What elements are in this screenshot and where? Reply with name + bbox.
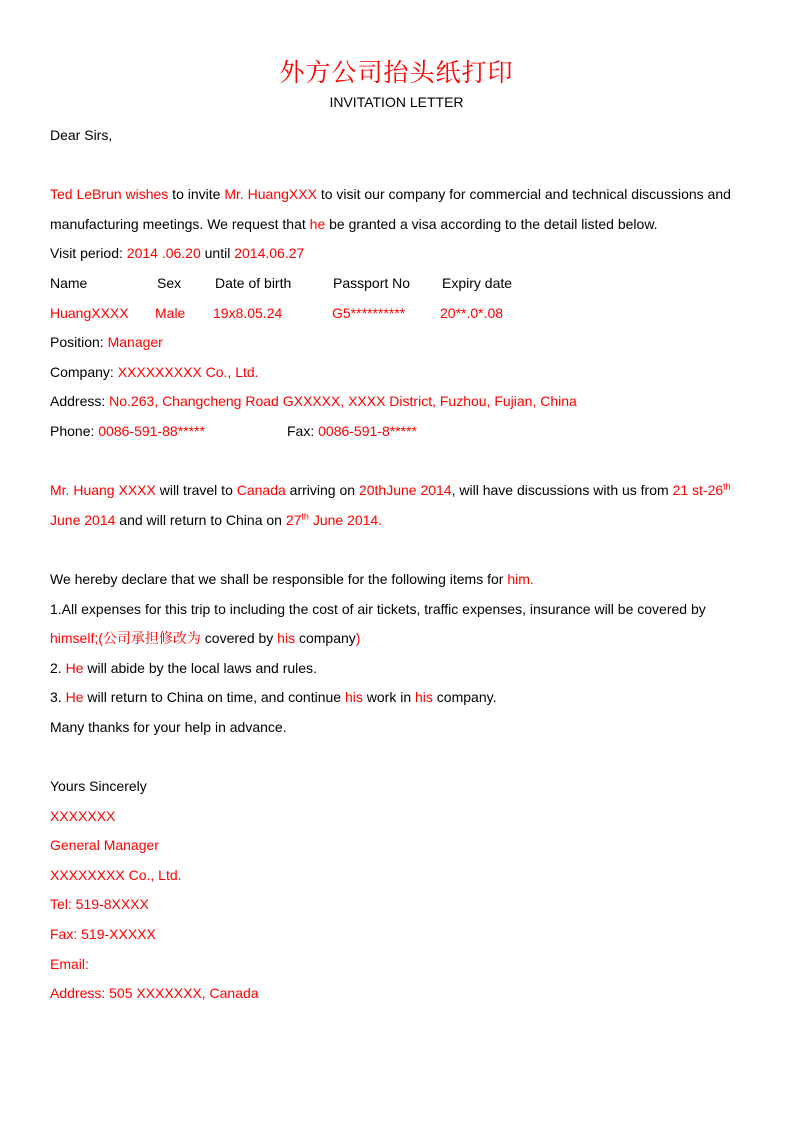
table-cell (287, 417, 417, 447)
text-segment: Address: 505 XXXXXXX, Canada (50, 985, 259, 1002)
letter-line (50, 476, 743, 506)
text-segment: Visit period: (50, 245, 127, 262)
letter-line (50, 417, 743, 447)
text-segment: He (65, 689, 84, 706)
text-segment: 0086-591-88***** (98, 422, 205, 439)
text-segment: General Manager (50, 837, 159, 854)
table-cell (333, 269, 410, 299)
table-cell (215, 269, 291, 299)
text-segment: covered by (200, 630, 278, 647)
letter-line (50, 890, 743, 920)
table-cell (442, 269, 512, 299)
text-segment: will return to China on time, and continue (83, 689, 345, 706)
text-segment: work in (362, 689, 415, 706)
text-segment: Expiry date (442, 274, 513, 291)
letter-line (50, 328, 743, 358)
text-segment: Mr. HuangXXX (224, 186, 317, 203)
table-cell (440, 299, 503, 329)
text-segment: 21 st-26 (672, 482, 724, 499)
text-segment: arriving on (285, 482, 359, 499)
letter-line (50, 121, 743, 151)
text-segment: his (277, 630, 296, 647)
text-segment: until (200, 245, 235, 262)
text-segment: th (723, 481, 731, 492)
letter-title: 外方公司抬头纸打印 (279, 58, 514, 87)
letter-line (50, 595, 743, 625)
text-segment: 20thJune 2014 (358, 482, 452, 499)
blank-line (50, 535, 743, 565)
table-cell (50, 269, 87, 299)
text-segment: June 2014. (308, 511, 383, 528)
text-segment: Email: (50, 955, 89, 972)
text-segment: Sex (157, 274, 182, 291)
table-cell (157, 269, 181, 299)
text-segment: Ted LeBrun wishes (50, 186, 169, 203)
text-segment: Male (155, 304, 186, 321)
letter-line (50, 269, 743, 299)
text-segment: , will have discussions with us from (451, 482, 673, 499)
text-segment: 1.All expenses for this trip to including the cost of air tickets, traffic expenses, insurance will be covered by (50, 600, 706, 617)
text-segment: Fax: (287, 422, 319, 439)
letter-line (50, 387, 743, 417)
table-cell (50, 299, 129, 329)
table-cell (332, 299, 405, 329)
text-segment: Passport No (333, 274, 411, 291)
text-segment: manufacturing meetings. We request that (50, 215, 310, 232)
text-segment: 20**.0*.08 (440, 304, 504, 321)
text-segment: XXXXXXXXX Co., Ltd. (117, 363, 259, 380)
blank-line (50, 447, 743, 477)
letter-line (50, 210, 743, 240)
table-cell (155, 299, 185, 329)
text-segment: 3. (50, 689, 66, 706)
text-segment: to visit our company for commercial and technical discussions and (316, 186, 731, 203)
text-segment: XXXXXXXX Co., Ltd. (50, 866, 182, 883)
text-segment: We hereby declare that we shall be responsible for the following items for (50, 570, 508, 587)
text-segment: Tel: 519-8XXXX (50, 896, 149, 913)
text-segment: XXXXXXX (50, 807, 116, 824)
letter-line (50, 180, 743, 210)
text-segment: Phone: (50, 422, 99, 439)
text-segment: ) (355, 630, 361, 647)
letter-line (50, 920, 743, 950)
letter-subtitle: INVITATION LETTER (329, 94, 464, 110)
text-segment: himself;(公司承担修改为 (50, 630, 201, 647)
text-segment: Position: (50, 334, 108, 351)
text-segment: will abide by the local laws and rules. (83, 659, 317, 676)
text-segment: company (295, 630, 356, 647)
text-segment: No.263, Changcheng Road GXXXXX, XXXX District, Fuzhou, Fujian, China (109, 393, 577, 410)
letter-line (50, 654, 743, 684)
text-segment: will travel to (155, 482, 237, 499)
letter-line (50, 683, 743, 713)
text-segment: him. (507, 570, 534, 587)
letter-line (50, 713, 743, 743)
text-segment: G5********** (332, 304, 406, 321)
text-segment: be granted a visa according to the detail listed below. (325, 215, 658, 232)
text-segment: his (344, 689, 363, 706)
table-cell (50, 417, 205, 447)
text-segment: Yours Sincerely (50, 778, 147, 795)
letter-line (50, 624, 743, 654)
letter-line (50, 299, 743, 329)
text-segment: Mr. Huang XXXX (50, 482, 156, 499)
text-segment: 0086-591-8***** (318, 422, 417, 439)
text-segment: th (301, 511, 309, 522)
letter-line (50, 358, 743, 388)
letter-line (50, 239, 743, 269)
letter-line (50, 950, 743, 980)
text-segment: Address: (50, 393, 110, 410)
text-segment: HuangXXXX (50, 304, 129, 321)
text-segment: 19x8.05.24 (213, 304, 283, 321)
text-segment: Dear Sirs, (50, 127, 113, 143)
letter-body (50, 121, 743, 1009)
blank-line (50, 151, 743, 181)
letter-line (50, 802, 743, 832)
text-segment: He (65, 659, 84, 676)
text-segment: to invite (168, 186, 225, 203)
text-segment: Many thanks for your help in advance. (50, 718, 287, 735)
text-segment: his (415, 689, 433, 706)
text-segment: Date of birth (215, 274, 292, 291)
letter-line (50, 565, 743, 595)
text-segment: Canada (236, 482, 286, 499)
blank-line (50, 742, 743, 772)
text-segment: and will return to China on (115, 511, 286, 528)
letter-line (50, 831, 743, 861)
text-segment: June 2014 (50, 511, 116, 528)
table-cell (213, 299, 282, 329)
letter-line (50, 772, 743, 802)
letter-line (50, 979, 743, 1009)
text-segment: he (309, 215, 326, 232)
text-segment: 2014.06.27 (234, 245, 305, 262)
text-segment: company. (432, 689, 497, 706)
text-segment: Name (50, 274, 88, 291)
text-segment: Manager (107, 334, 163, 351)
text-segment: 2014 .06.20 (126, 245, 201, 262)
letter-line (50, 861, 743, 891)
text-segment: Company: (50, 363, 118, 380)
text-segment: Fax: 519-XXXXX (50, 926, 156, 943)
letter-line (50, 506, 743, 536)
text-segment: 2. (50, 659, 66, 676)
text-segment: 27 (285, 511, 302, 528)
